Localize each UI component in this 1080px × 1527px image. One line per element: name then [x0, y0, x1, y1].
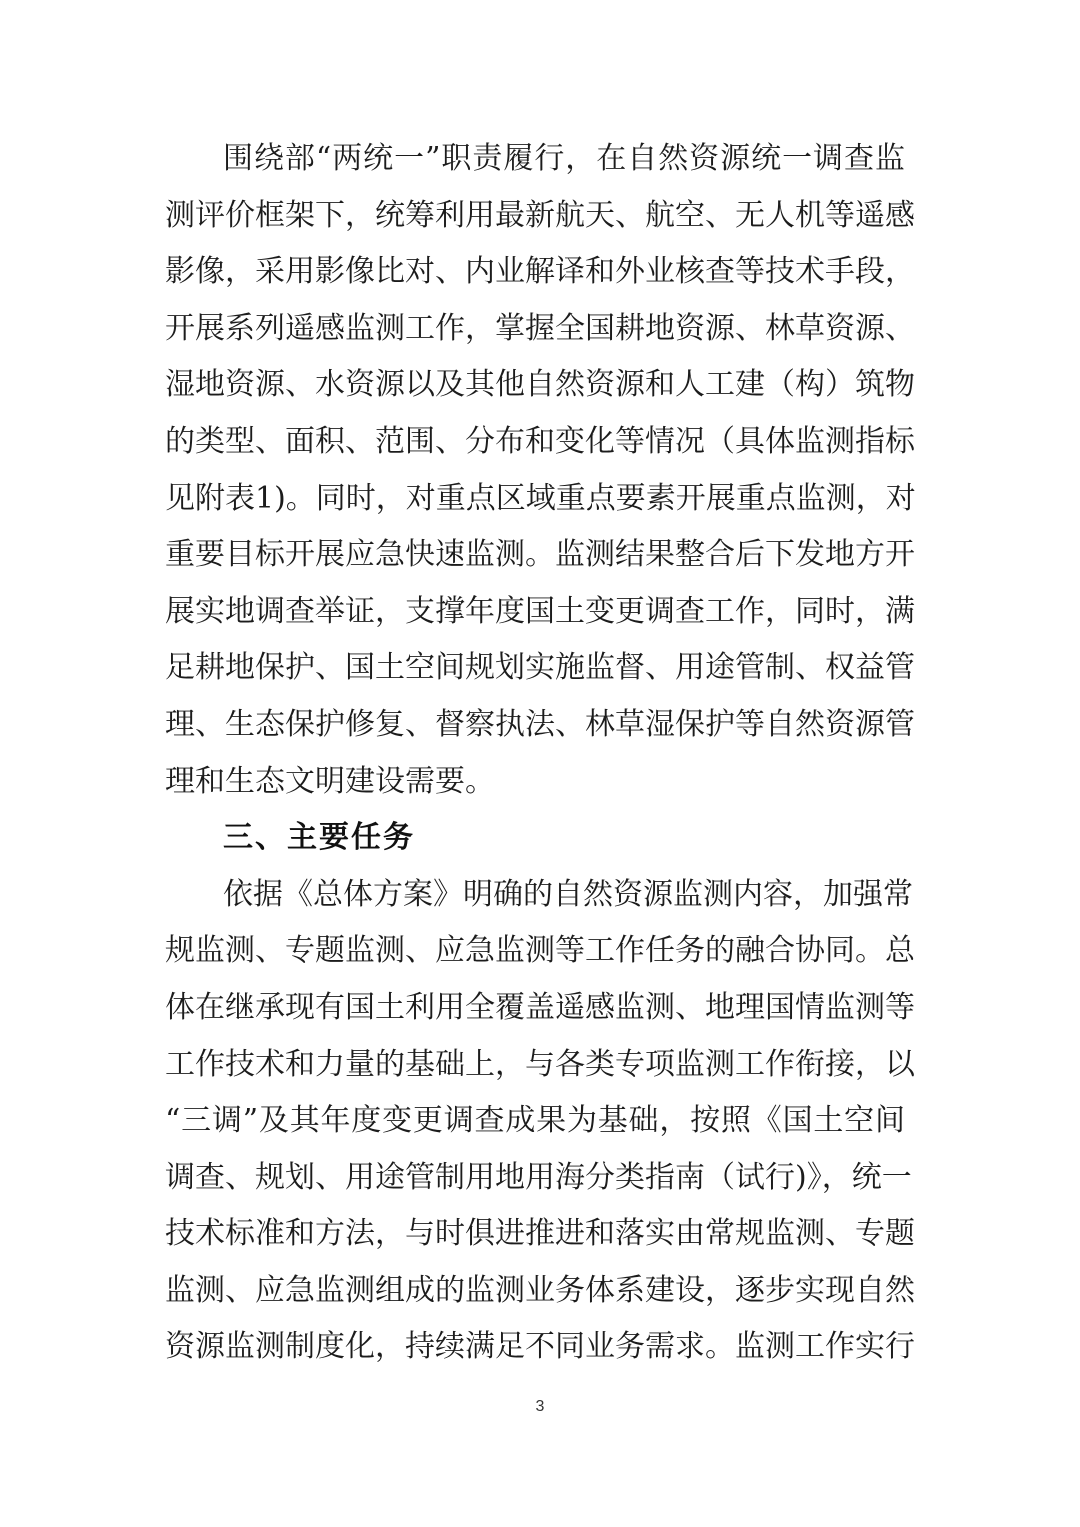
paragraph-1-line: 围绕部“两统一”职责履行，在自然资源统一调查监	[223, 141, 905, 176]
paragraph-1-line: 湿地资源、水资源以及其他自然资源和人工建（构）筑物	[165, 367, 915, 403]
paragraph-1-line: 重要目标开展应急快速监测。监测结果整合后下发地方开	[165, 537, 915, 573]
paragraph-1-line: 开展系列遥感监测工作，掌握全国耕地资源、林草资源、	[165, 310, 915, 346]
paragraph-2-line: 监测、应急监测组成的监测业务体系建设，逐步实现自然	[165, 1272, 915, 1308]
paragraph-2-line: 规监测、专题监测、应急监测等工作任务的融合协同。总	[165, 933, 915, 969]
section-heading: 三、主要任务	[223, 820, 415, 856]
document-body	[165, 131, 916, 1376]
paragraph-1-line: 理、生态保护修复、督察执法、林草湿保护等自然资源管	[165, 706, 915, 742]
paragraph-1-line: 足耕地保护、国土空间规划实施监督、用途管制、权益管	[165, 650, 915, 686]
paragraph-1-line: 见附表1)。同时，对重点区域重点要素开展重点监测，对	[165, 480, 916, 516]
paragraph-1-line: 的类型、面积、范围、分布和变化等情况（具体监测指标	[165, 423, 915, 459]
paragraph-2-line: 资源监测制度化，持续满足不同业务需求。监测工作实行	[165, 1329, 915, 1365]
paragraph-2-line: 体在继承现有国土利用全覆盖遥感监测、地理国情监测等	[165, 989, 915, 1025]
paragraph-1-line: 影像，采用影像比对、内业解译和外业核查等技术手段，	[165, 254, 915, 290]
paragraph-2-line: 调查、规划、用途管制用地用海分类指南（试行)》，统一	[165, 1159, 912, 1195]
paragraph-2-line: 工作技术和力量的基础上，与各类专项监测工作衔接，以	[165, 1046, 915, 1082]
paragraph-2-line: 技术标准和方法，与时俱进推进和落实由常规监测、专题	[165, 1216, 915, 1252]
paragraph-1-line: 理和生态文明建设需要。	[165, 763, 495, 799]
paragraph-2-line: 依据《总体方案》明确的自然资源监测内容，加强常	[223, 876, 913, 912]
page-number: 3	[535, 1398, 545, 1415]
paragraph-1-line: 展实地调查举证，支撑年度国土变更调查工作，同时，满	[165, 593, 915, 629]
paragraph-1-line: 测评价框架下，统筹利用最新航天、航空、无人机等遥感	[165, 197, 915, 233]
paragraph-2-line: “三调”及其年度变更调查成果为基础，按照《国土空间	[165, 1103, 905, 1139]
